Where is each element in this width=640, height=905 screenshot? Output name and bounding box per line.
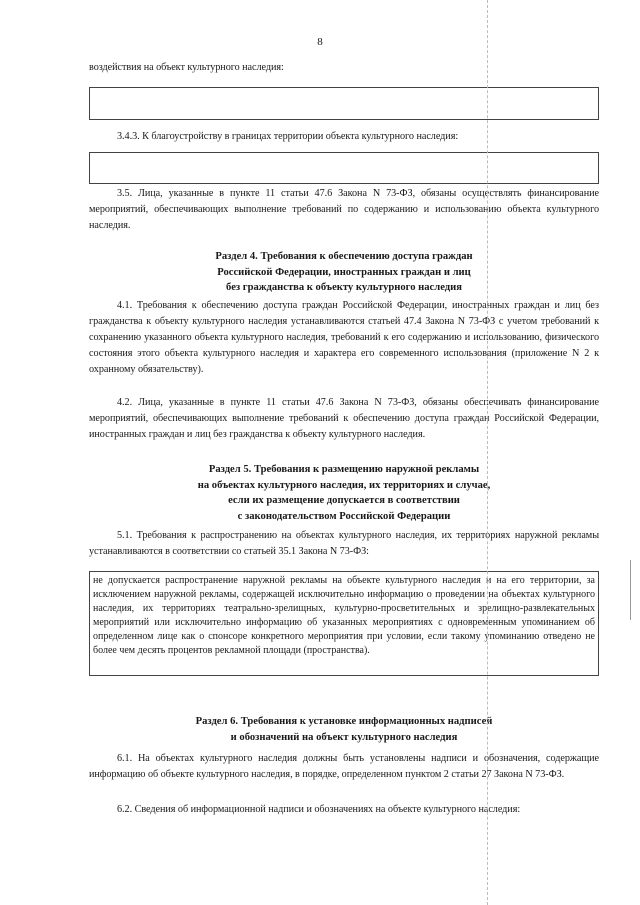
scan-edge-mark xyxy=(630,560,631,620)
section-4-heading xyxy=(89,249,599,296)
empty-field-box-1 xyxy=(89,87,599,120)
scan-fold-line xyxy=(487,0,488,905)
section-5-heading xyxy=(89,462,599,524)
section-4-heading-line-3: без гражданства к объекту культурного наследия xyxy=(226,282,462,293)
paragraph-3-5: 3.5. Лица, указанные в пункте 11 статьи 47.6 Закона N 73-ФЗ, обязаны осуществлять финансирование мероприятий, обеспечивающих выполнение требований по содержанию и использованию объекта культурного наследия. xyxy=(89,188,599,231)
paragraph-5-1: 5.1. Требования к распространению на объектах культурного наследия, их территориях наружной рекламы устанавливаются в соответствии со статьей 35.1 Закона N 73-ФЗ: xyxy=(89,530,599,557)
section-6-heading-line-1: Раздел 6. Требования к установке информационных надписей xyxy=(195,716,493,727)
section-4-heading-line-1: Раздел 4. Требования к обеспечению доступа граждан xyxy=(215,251,473,262)
section-5-heading-line-1: Раздел 5. Требования к размещению наружной рекламы xyxy=(208,464,480,475)
paragraph-continuation: воздействия на объект культурного наследия: xyxy=(89,62,284,73)
paragraph-4-1: 4.1. Требования к обеспечению доступа граждан Российской Федерации, иностранных граждан и лиц без гражданства к объекту культурного наследия устанавливаются статьей 47.4 Закона N 73-ФЗ с учетом требований к сохранению указанного объекта культурного наследия, требований к его содержанию и использованию, физического состояния этого объекта культурного наследия и характера его современного использования (приложение N 2 к охранному обязательству). xyxy=(89,300,599,375)
section-5-heading-line-2: на объектах культурного наследия, их территориях и случае, xyxy=(197,479,491,491)
empty-field-box-2 xyxy=(89,152,599,184)
section-6-heading-line-2: и обозначений на объект культурного наследия xyxy=(230,731,458,743)
paragraph-6-2: 6.2. Сведения об информационной надписи и обозначениях на объекте культурного наследия: xyxy=(117,804,521,815)
section-5-heading-line-3: если их размещение допускается в соответствии xyxy=(228,495,460,506)
advertising-requirements-box: не допускается распространение наружной рекламы на объекте культурного наследия и на его территории, за исключением наружной рекламы, содержащей исключительно информацию о проведении на объектах культурного наследия, их территориях театрально-зрелищных, культурно-просветительных и зрелищно-развлекательных мероприятий или исключительно информацию об указанных мероприятиях с одновременным упоминанием об определенном лице как о спонсоре конкретного мероприятия при условии, если такому упоминанию отведено не более чем десять процентов рекламной площади (пространства). xyxy=(89,571,599,676)
page-number: 8 xyxy=(317,36,323,48)
section-5-heading-line-4: с законодательством Российской Федерации xyxy=(237,510,451,522)
section-4-heading-line-2: Российской Федерации, иностранных граждан и лиц xyxy=(217,266,471,278)
section-6-heading xyxy=(89,714,599,745)
paragraph-3-4-3: 3.4.3. К благоустройству в границах территории объекта культурного наследия: xyxy=(117,131,459,142)
paragraph-4-2: 4.2. Лица, указанные в пункте 11 статьи 47.6 Закона N 73-ФЗ, обязаны обеспечивать финансирование мероприятий, обеспечивающих выполнение требований к обеспечению доступа граждан Российской Федерации, иностранных граждан и лиц без гражданства к объекту культурного наследия. xyxy=(89,397,599,440)
paragraph-6-1: 6.1. На объектах культурного наследия должны быть установлены надписи и обозначения, содержащие информацию об объекте культурного наследия, в порядке, определенном пунктом 2 статьи 27 Закона N 73-ФЗ. xyxy=(89,753,599,780)
